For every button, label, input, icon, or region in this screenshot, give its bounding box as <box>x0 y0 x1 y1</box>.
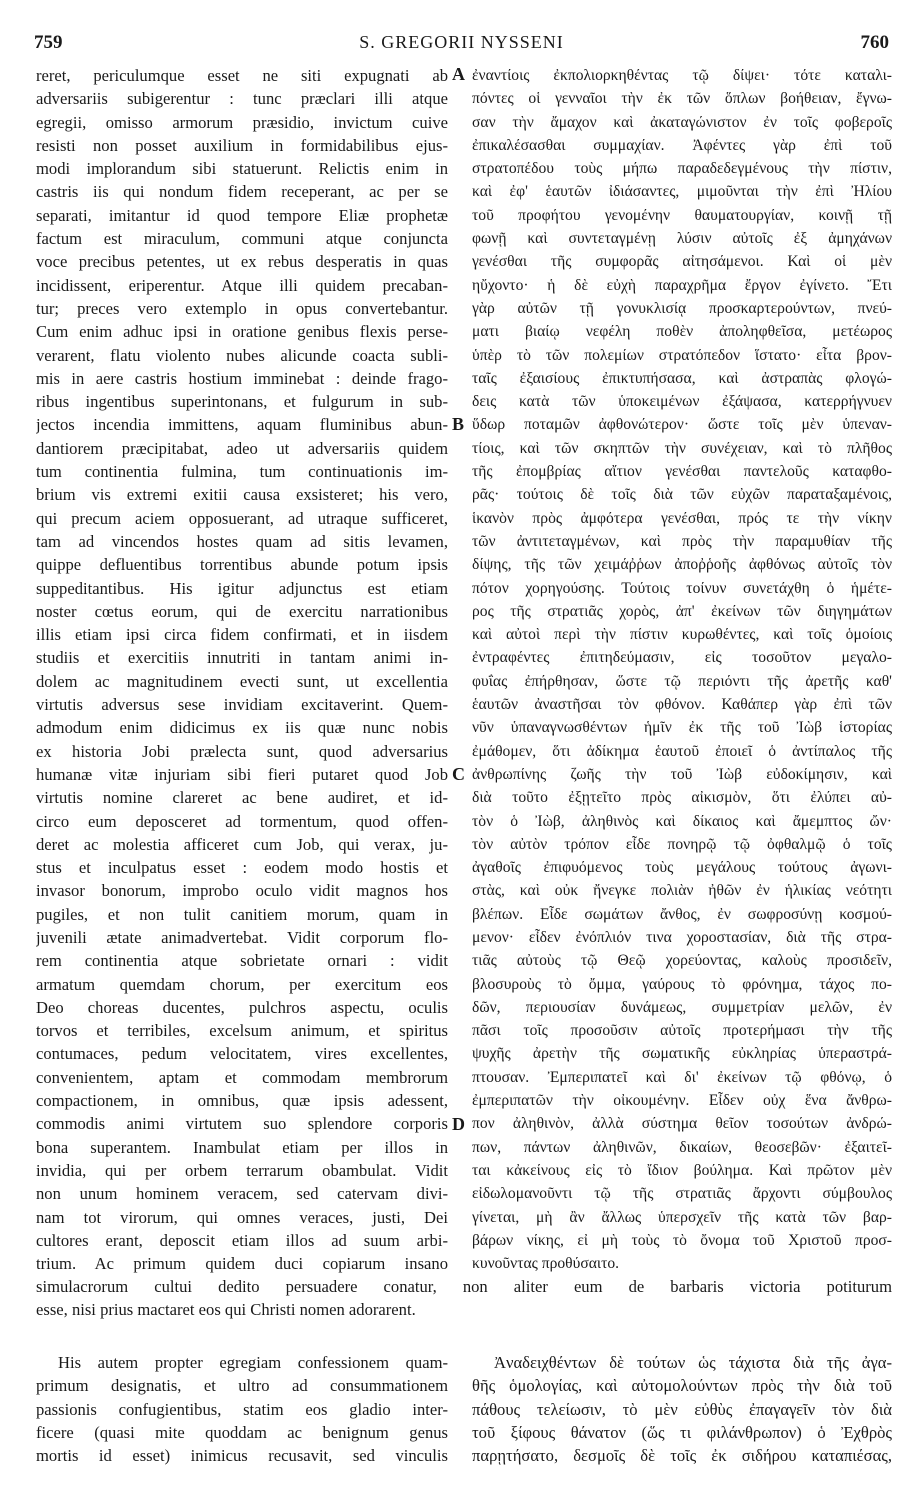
latin-text-line: juvenili ætate animadvertebat. Vidit corporum flo- <box>36 927 448 947</box>
latin-text-line: dolem ac magnitudinem evecti sunt, ut excellentia <box>36 671 448 691</box>
greek-text-line: βλοσυροὺς τὸ ὄμμα, γαύρους τὸ φρόνημα, τάχος πο- <box>472 975 892 993</box>
latin-text-line: tur; preces vero extemplo in opus convertebantur. <box>36 298 448 318</box>
latin-text-line: compactionem, in omnibus, quæ ipsis adessent, <box>36 1091 448 1111</box>
greek-column <box>472 64 892 1275</box>
greek-text-line: πον ἀληθινὸν, ἀλλὰ σύστημα θεῖον τοσούτων ἀνδρώ- <box>472 1115 892 1133</box>
greek-text-line: πων, πάντων ἀληθινῶν, δικαίων, θεοσεβῶν· ἐξαιτεῖ- <box>472 1138 892 1156</box>
greek-text-line: πάθους τελείωσιν, τὸ μὲν εὐθὺς ἐπαγαγεῖν τὸν διὰ <box>472 1399 892 1419</box>
greek-text-line: καὶ αὐτοὶ περὶ τὴν πίστιν κυρωθέντες, καὶ τοῖς ὁμοίοις <box>472 626 892 644</box>
latin-text-line: invidia, qui per orbem terrarum obambulat. Vidit <box>36 1160 448 1180</box>
latin-text-line: illis etiam ipsi circa fidem confirmati, et in iisdem <box>36 625 448 645</box>
latin-text-line: trium. Ac primum quidem duci copiarum insano <box>36 1254 448 1274</box>
latin-column-2 <box>36 1351 448 1467</box>
latin-text-line: bona superantem. Inambulat etiam per illos in <box>36 1137 448 1157</box>
greek-text-line: γὰρ αὐτῶν τῇ γονυκλισίᾳ προσκαρτερούντων, πνεύ- <box>472 299 892 317</box>
latin-text-line: castris iis qui nondum fidem receperant, ac per se <box>36 182 448 202</box>
greek-text-line: φυΐας ἐπήρθησαν, ὥστε τῷ περιόντι τῆς ἀρετῆς καθ' <box>472 672 892 690</box>
greek-text-line: ρος τῆς στρατιᾶς χορὸς, ἀπ' ἐκείνων τῶν διηγημάτων <box>472 602 892 620</box>
latin-text-line: contumaces, pedum velocitatem, vires excellentes, <box>36 1044 448 1064</box>
latin-text-line: torvos et terribiles, excelsum animum, et spiritus <box>36 1021 448 1041</box>
latin-column <box>36 64 448 1275</box>
greek-text-line: εἰδωλομανοῦντι τῷ τῆς στρατιᾶς ἄρχοντι σύμβουλος <box>472 1185 892 1203</box>
latin-text-line: mortis id esset) inimicus recusavit, sed vinculis <box>36 1446 448 1466</box>
greek-text-line: ἑαυτῶν ἀναστῆσαι τὸν φθόνον. Καθάπερ γὰρ ἐπὶ τῶν <box>472 696 892 714</box>
page-number-left: 759 <box>34 32 63 53</box>
greek-text-line: καὶ ἐφ' ἑαυτῶν ἰδιάσαντες, μιμοῦνται τὴν ἐπὶ Ἠλίου <box>472 183 892 201</box>
greek-text-line: ἐπικαλέσασθαι συμμαχίαν. Ἀφέντες γὰρ ἐπὶ τοῦ <box>472 136 892 154</box>
greek-text-line: θῆς ὁμολογίας, καὶ αὐτομολούντων πρὸς τὴν διὰ τοῦ <box>472 1376 892 1396</box>
latin-text-line: tum continentia fulmina, tum continuationis im- <box>36 462 448 482</box>
latin-text-line: mis in aere castris hostium imminebat : deinde frago- <box>36 368 448 388</box>
latin-text-line: armatum quemdam chorum, per exercitum eos <box>36 974 448 994</box>
greek-text-line: δεις κατὰ τῶν ὑποκειμένων ἐξάψασα, κατερρήγνυεν <box>472 393 892 411</box>
greek-text-line: ἐντραφέντες ἐπιτηδεύμασιν, εἰς τοσοῦτον μεγαλο- <box>472 649 892 667</box>
latin-text-line: jectos incendia immittens, aquam fluminibus abun- <box>36 415 448 435</box>
latin-text-line: ribus ingentibus superintonans, et fulgurum in sub- <box>36 392 448 412</box>
greek-text-line: τοῦ προφήτου γενομένην θαυματουργίαν, κοινῇ τῇ <box>472 206 892 224</box>
page-number-right: 760 <box>860 32 889 53</box>
latin-text-line: His autem propter egregiam confessionem quam- <box>58 1353 448 1372</box>
greek-text-line: ψυχῆς ἀρετὴν τῆς σωματικῆς εὐκληρίας ὑπεραστρά- <box>472 1045 892 1063</box>
running-title: S. GREGORII NYSSENI <box>359 32 564 52</box>
latin-text-line: deret ac molestia afficeret cum Job, qui verax, ju- <box>36 834 448 854</box>
latin-text-line: commodis animi virtutem suo splendore corporis <box>36 1114 448 1134</box>
margin-marker-a: A <box>452 64 465 84</box>
full-width-text-line: simulacrorum cultui dedito persuadere conatur, non aliter eum de barbaris victoria potiturum <box>36 1277 892 1296</box>
margin-marker-b: B <box>452 414 465 434</box>
latin-text-line: rem continentia atque sobrietate ornari : vidit <box>36 951 448 971</box>
greek-text-line: βλέπων. Εἶδε σωμάτων ἄνθος, ἐν σωφροσύνῃ κοσμού- <box>472 905 892 923</box>
greek-text-line: πόντες οἱ γενναῖοι τὴν ἐκ τῶν ὅπλων βοήθειαν, ἔγνω- <box>472 90 892 108</box>
full-width-text-line: esse, nisi prius mactaret eos qui Christi nomen adorarent. <box>36 1300 416 1320</box>
greek-text-line: διὰ τοῦτο ἐξῃτεῖτο πρὸς αἰκισμὸν, ὅτι ἐλύπει αὐ- <box>472 789 892 807</box>
greek-text-line: φωνῇ καὶ συντεταγμένῃ λύσιν αὐτοῖς ἐξ ἀμηχάνων <box>472 230 892 248</box>
latin-text-line: invasor bonorum, improbo oculo vidit magnos hos <box>36 881 448 901</box>
greek-text-line: στὰς, καὶ οὐκ ἤνεγκε πολιὰν ἠθῶν ἐν ἡλικίας νεότητι <box>472 882 892 900</box>
greek-text-line: τὸν ὁ Ἰὼβ, ἀληθινὸς καὶ δίκαιος καὶ ἄμεμπτος ὤν· <box>472 812 892 830</box>
latin-text-line: ficere (quasi mite quoddam ac benignum genus <box>36 1422 448 1442</box>
latin-text-line: suppeditantibus. His igitur adjunctus est etiam <box>36 578 448 598</box>
greek-text-line: στρατοπέδου τοὺς μήπω παραδεδεγμένους τὴν πίστιν, <box>472 160 892 178</box>
latin-text-line: noster cœtus eorum, qui de exercitu narrationibus <box>36 601 448 621</box>
latin-text-line: incidissent, eriperentur. Atque illi quidem precaban- <box>36 275 448 295</box>
greek-text-line: τῶν ἀντιτεταγμένων, καὶ πρὸς τὴν παραμυθίαν τῆς <box>472 532 892 550</box>
page-header <box>0 32 923 56</box>
greek-text-line: τῆς ἐπομβρίας αἴτιον γενέσθαι παντελοῦς καταφθο- <box>472 463 892 481</box>
latin-text-line: dantiorem præcipitabat, adeo ut adversariis quidem <box>36 438 448 458</box>
latin-text-line: cultores erant, deposcit etiam illos ad suum arbi- <box>36 1230 448 1250</box>
greek-text-line: τοῦ ξίφους θάνατον (ὥς τι φιλάνθρωπον) ὁ Ἐχθρὸς <box>472 1422 892 1442</box>
latin-text-line: modi implorandum sibi statuerunt. Relictis enim in <box>36 159 448 179</box>
greek-text-line: ταῖς ἐξαισίους ἐπικτυπήσασα, καὶ ἀστραπὰς φλογώ- <box>472 369 892 387</box>
greek-text-line: ται κἀκείνους εἰς τὸ ἴδιον βούλημα. Καὶ πρῶτον μὲν <box>472 1161 892 1179</box>
greek-text-line: τὸν αὐτὸν τρόπον εἶδε πονηρῷ τῷ ὀφθαλμῷ ὁ τοῖς <box>472 835 892 853</box>
greek-text-line: τίοις, καὶ τῶν σκηπτῶν τὴν συνέχειαν, καὶ τὸ πλῆθος <box>472 439 892 457</box>
latin-text-line: qui precum aciem opposuerant, ad utraque sufficeret, <box>36 508 448 528</box>
latin-text-line: brium vis extremi exitii causa exsisteret; his vero, <box>36 485 448 505</box>
margin-marker-c: C <box>452 764 465 784</box>
greek-text-line: παρῃτήσατο, δεσμοῖς δὲ τοῖς ἐκ σιδήρου καταπιέσας, <box>472 1446 892 1466</box>
greek-text-line: ηὔχοντο· ἡ δὲ εὐχὴ παραχρῆμα ἔργον ἐγίνετο. Ἔτι <box>472 276 892 294</box>
latin-text-line: virtutis adversus sese invidiam excitaverint. Quem- <box>36 695 448 715</box>
full-width-lines <box>36 1275 892 1322</box>
latin-text-line: Deo choreas ducentes, pulchros aspectu, oculis <box>36 997 448 1017</box>
latin-text-line: quippe defluentibus torrentibus abunde potum ipsis <box>36 555 448 575</box>
greek-text-line: τιᾶς αὐτοὺς τῷ Θεῷ χορεύοντας, καλοὺς προσιδεῖν, <box>472 952 892 970</box>
greek-text-line: ὕδωρ ποταμῶν ἀφθονώτερον· ὥστε τοῖς μὲν ὑπεναν- <box>472 416 892 434</box>
latin-text-line: studiis et exercitiis innutriti in tantam animi in- <box>36 648 448 668</box>
greek-text-line: νῦν ὑπαναγνωσθέντων ἡμῖν ἐκ τῆς τοῦ Ἰὼβ ἱστορίας <box>472 719 892 737</box>
latin-text-line: egregii, omisso armorum præsidio, invictum cuive <box>36 112 448 132</box>
latin-text-line: nam tot virorum, qui omnes veraces, justi, Dei <box>36 1207 448 1227</box>
greek-text-line: πτουσαν. Ἐμπεριπατεῖ καὶ δι' ἐκείνων τῷ φθόνῳ, ὁ <box>472 1068 892 1086</box>
greek-text-line: βάρων νίκης, εἰ μὴ τοὺς τὸ ὄνομα τοῦ Χριστοῦ προσ- <box>472 1231 892 1249</box>
greek-text-line: γίνεται, μὴ ἂν ἄλλως ὑπερσχεῖν τῆς κατὰ τῶν βαρ- <box>472 1208 892 1226</box>
greek-text-line: Ἀναδειχθέντων δὲ τούτων ὡς τάχιστα διὰ τῆς ἀγα- <box>494 1353 892 1372</box>
latin-text-line: pugiles, et non tulit canitiem morum, quam in <box>36 904 448 924</box>
greek-text-line: ὑπὲρ τὸ τῶν πολεμίων στρατόπεδον ἵστατο· εἶτα βρον- <box>472 346 892 364</box>
greek-text-line: δίψης, τῆς τῶν χειμάῤῥων ἀποῤῥοῆς ἀφθόνως αὐτοῖς τὸν <box>472 556 892 574</box>
greek-text-line: κυνοῦντας προθύσαιτο. <box>472 1255 620 1273</box>
latin-text-line: virtutis nomine clareret ac bene audiret, et id- <box>36 788 448 808</box>
margin-marker-d: D <box>452 1114 465 1134</box>
latin-text-line: verarent, flatu violento nubes alicunde coacta subli- <box>36 345 448 365</box>
greek-text-line: ἱκανὸν πρὸς ἀμφότερα γενέσθαι, πρός τε τὴν νίκην <box>472 509 892 527</box>
greek-text-line: ἀγαθοῖς ἐπιφυόμενος τοὺς μεγάλους τούτους ἀγωνι- <box>472 859 892 877</box>
greek-text-line: ἐμάθομεν, ὅτι ἀδίκημα ἑαυτοῦ ἐποιεῖ ὁ ἀντίπαλος τῆς <box>472 742 892 760</box>
latin-text-line: humanæ vitæ injuriam sibi fieri putaret quod Job <box>36 764 448 784</box>
latin-text-line: Cum enim adhuc ipsi in oratione genibus flexis perse- <box>36 322 448 342</box>
latin-text-line: ex historia Jobi prælecta sunt, quod adversarius <box>36 741 448 761</box>
latin-text-line: voce precibus petentes, ut ex rebus desperatis in quas <box>36 252 448 272</box>
latin-text-line: circo eum deposceret ad tormentum, quod offen- <box>36 811 448 831</box>
latin-text-line: primum designatis, et ultro ad consummationem <box>36 1376 448 1396</box>
greek-text-line: πότον χορηγούσης. Τούτοις τοίνυν συνετάχθη ὁ ἡμέτε- <box>472 579 892 597</box>
greek-text-line: μενον· εἶδεν ἐνόπλιόν τινα χοροστασίαν, διὰ τῆς στρα- <box>472 928 892 946</box>
latin-text-line: separati, imitantur id quod tempore Eliæ prophetæ <box>36 205 448 225</box>
greek-text-line: ἀνθρωπίνης ζωῆς τὴν τοῦ Ἰὼβ εὐδοκίμησιν, καὶ <box>472 765 892 783</box>
latin-text-line: tam ad vincendos hostes quam ad sitis levamen, <box>36 531 448 551</box>
greek-text-line: ματι βιαίῳ νεφέλη ποθὲν ἀποληφθεῖσα, μετέωρος <box>472 323 892 341</box>
latin-text-line: factum est miraculum, communi atque conjuncta <box>36 229 448 249</box>
latin-text-line: passionis confugientibus, statim eos gladio inter- <box>36 1399 448 1419</box>
latin-text-line: convenientem, aptam et commodam membrorum <box>36 1067 448 1087</box>
greek-text-line: ἐμπεριπατῶν τὴν οἰκουμένην. Εἶδεν οὐχ ἕνα ἄνθρω- <box>472 1092 892 1110</box>
latin-text-line: stus et inculpatus esset : eodem modo hostis et <box>36 858 448 878</box>
greek-text-line: δῶν, περιουσίαν δυνάμεως, συμμετρίαν μελῶν, ἐν <box>472 998 892 1016</box>
greek-text-line: γενέσθαι τῆς συμφορᾶς αἰτησάμενοι. Καὶ οἱ μὲν <box>472 253 892 271</box>
greek-column-2 <box>472 1351 892 1467</box>
greek-text-line: ρᾶς· τούτοις δὲ τοῖς διὰ τῶν εὐχῶν παραταξαμένοις, <box>472 486 892 504</box>
greek-text-line: πᾶσι τοῖς προσοῦσιν αὐτοῖς προτερήμασι τὴν τῆς <box>472 1022 892 1040</box>
greek-text-line: ἐναντίοις ἐκπολιορκηθέντας τῷ δίψει· τότε καταλι- <box>472 67 892 84</box>
greek-text-line: σαν τὴν ἄμαχον καὶ ἀκαταγώνιστον ἐν τοῖς φοβεροῖς <box>472 113 892 131</box>
latin-text-line: reret, periculumque esset ne siti expugnati ab <box>36 66 448 85</box>
latin-text-line: non unum hominem veracem, sed catervam divi- <box>36 1184 448 1204</box>
latin-text-line: admodum enim didicimus ex iis quæ nunc nobis <box>36 718 448 738</box>
latin-text-line: resisti non posset auxilium in formidabilibus ejus- <box>36 135 448 155</box>
latin-text-line: adversariis subigerentur : tunc præclari illi atque <box>36 89 448 109</box>
